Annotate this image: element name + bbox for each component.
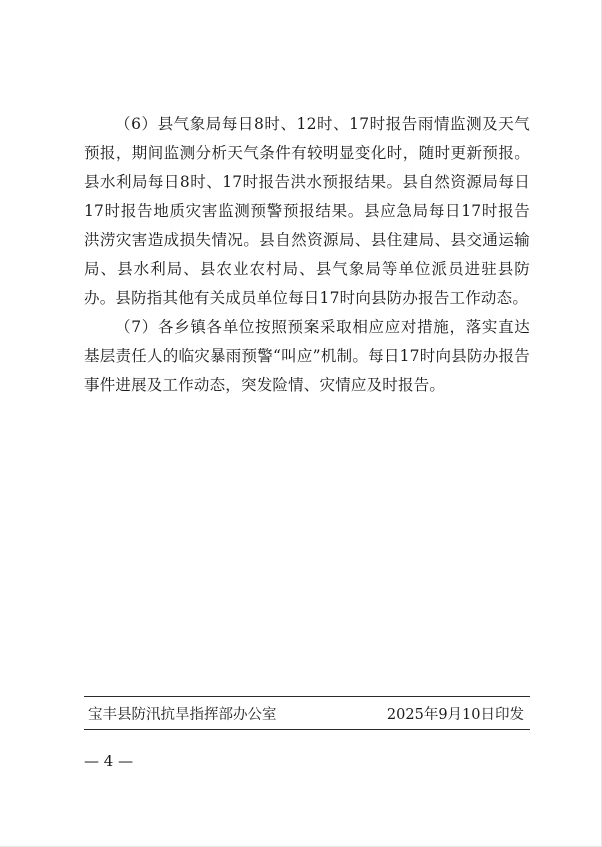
body-text [84,110,530,400]
print-date: 2025年9月10日印发 [386,706,524,723]
paragraph-7: （7）各乡镇各单位按照预案采取相应应对措施，落实直达基层责任人的临灾暴雨预警“叫应”机制。每日17时向县防办报告事件进展及工作动态，突发险情、灾情应及时报告。 [84,318,530,394]
print-footer [84,696,530,730]
page-number: — 4 — [84,752,134,770]
paragraph-6: （6）县气象局每日8时、12时、17时报告雨情监测及天气预报，期间监测分析天气条件有较明显变化时，随时更新预报。县水利局每日8时、17时报告洪水预报结果。县自然资源局每日17时报告地质灾害监测预警预报结果。县应急局每日17时报告洪涝灾害造成损失情况。县自然资源局、县住建局、县交通运输局、县水利局、县农业农村局、县气象局等单位派员进驻县防办。县防指其他有关成员单位每日17时向县防办报告工作动态。 [84,115,530,307]
issuer-name: 宝丰县防汛抗旱指挥部办公室 [88,706,277,723]
